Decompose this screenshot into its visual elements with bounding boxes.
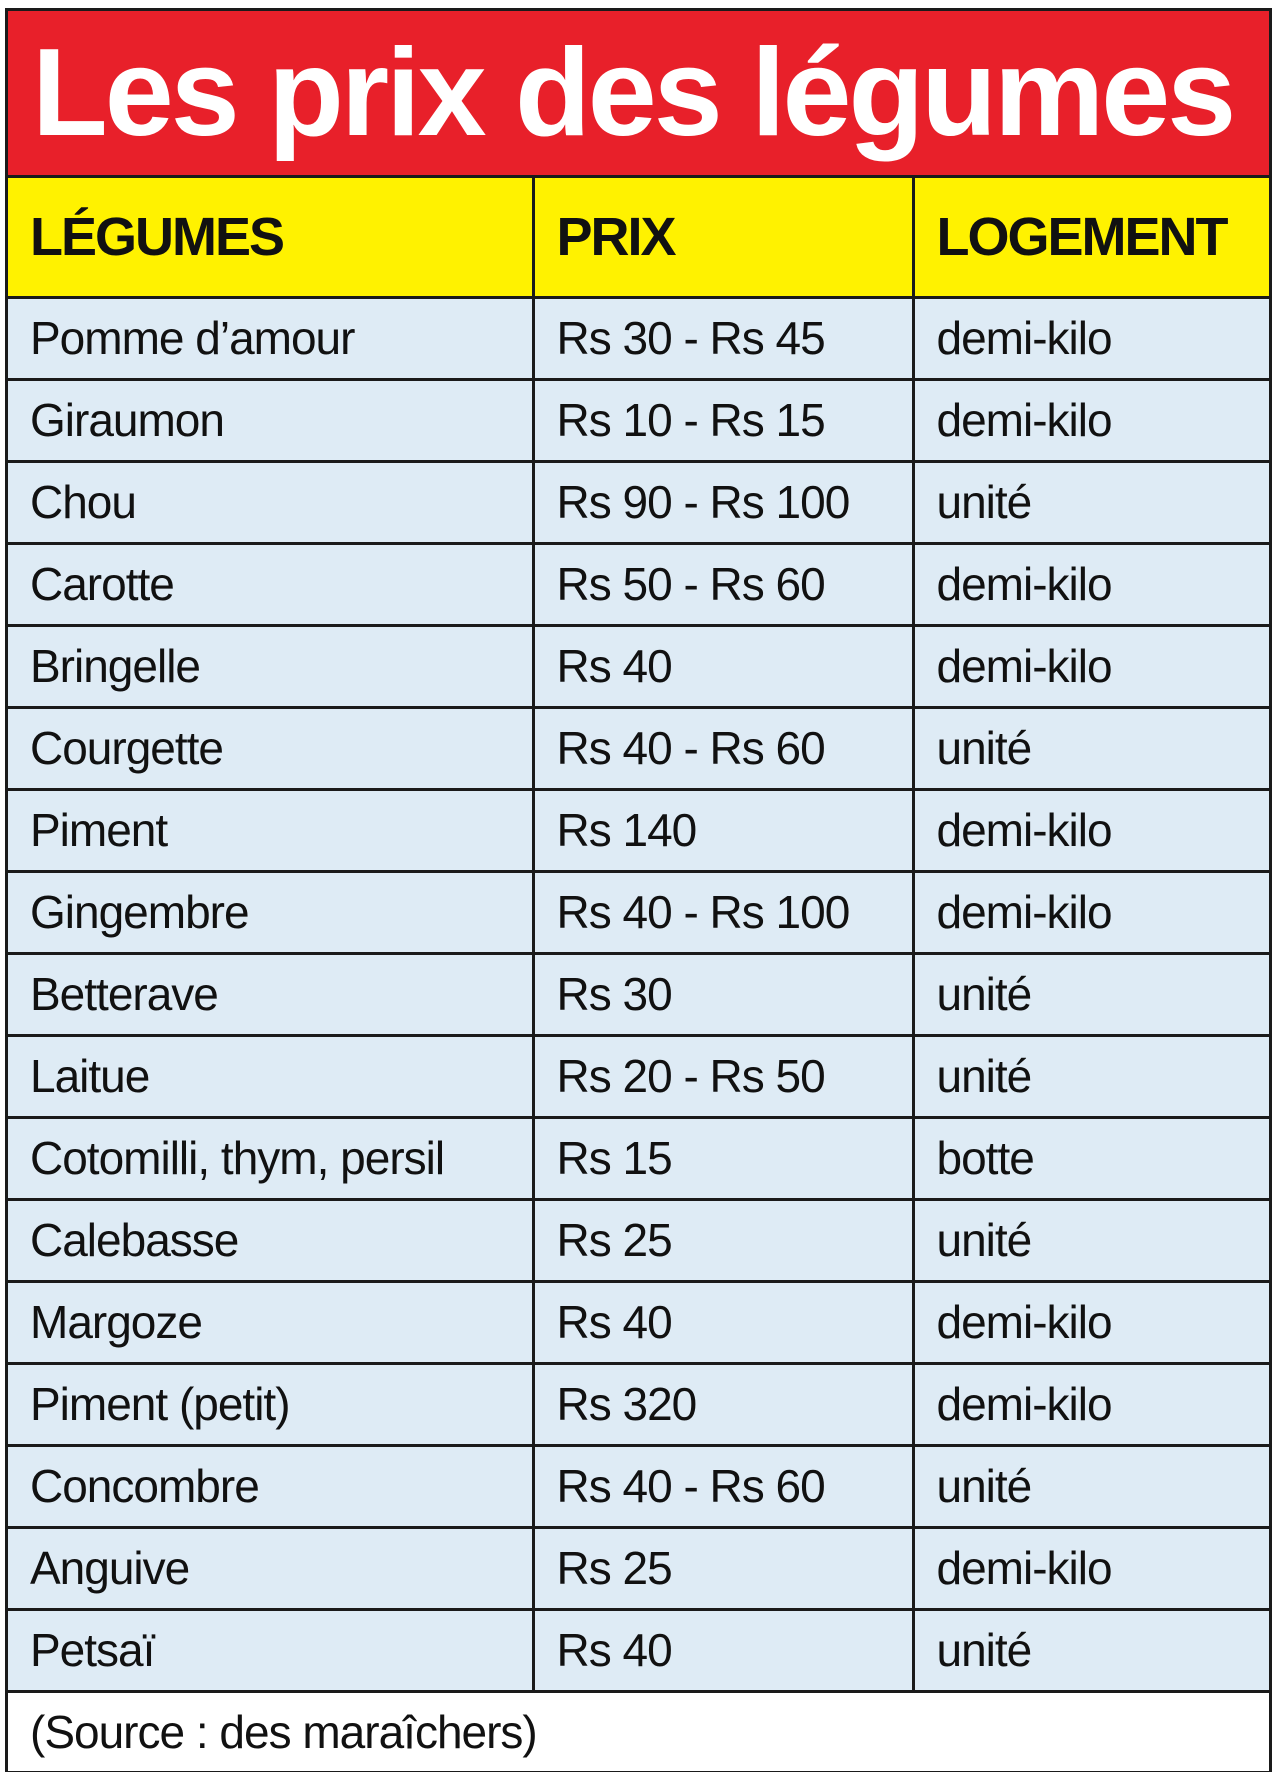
vegetable-cell: Calebasse (8, 1199, 533, 1281)
table-row (8, 1199, 1269, 1281)
table-row (8, 789, 1269, 871)
table-row (8, 1035, 1269, 1117)
price-table-infographic (5, 8, 1272, 1772)
vegetable-cell: Cotomilli, thym, persil (8, 1117, 533, 1199)
price-cell: Rs 320 (533, 1363, 913, 1445)
table-row (8, 1527, 1269, 1609)
vegetable-cell: Petsaï (8, 1609, 533, 1691)
column-header-legumes: LÉGUMES (8, 178, 533, 297)
unit-cell: demi-kilo (913, 871, 1269, 953)
title-bar (8, 11, 1269, 178)
source-row (8, 1691, 1269, 1771)
unit-cell: unité (913, 707, 1269, 789)
table-row (8, 625, 1269, 707)
source-note: (Source : des maraîchers) (8, 1691, 1269, 1771)
unit-cell: unité (913, 1199, 1269, 1281)
vegetable-cell: Margoze (8, 1281, 533, 1363)
table-body (8, 297, 1269, 1691)
vegetable-cell: Piment (8, 789, 533, 871)
price-cell: Rs 10 - Rs 15 (533, 379, 913, 461)
table-row (8, 461, 1269, 543)
table-row (8, 1445, 1269, 1527)
vegetable-cell: Chou (8, 461, 533, 543)
table-row (8, 953, 1269, 1035)
column-header-logement: LOGEMENT (913, 178, 1269, 297)
unit-cell: demi-kilo (913, 625, 1269, 707)
table-row (8, 543, 1269, 625)
vegetable-cell: Courgette (8, 707, 533, 789)
unit-cell: unité (913, 953, 1269, 1035)
table-row (8, 871, 1269, 953)
table-row (8, 1281, 1269, 1363)
price-cell: Rs 50 - Rs 60 (533, 543, 913, 625)
chart-title: Les prix des légumes (32, 24, 1234, 162)
price-cell: Rs 40 - Rs 60 (533, 1445, 913, 1527)
table-row (8, 1117, 1269, 1199)
price-cell: Rs 30 (533, 953, 913, 1035)
price-cell: Rs 40 (533, 625, 913, 707)
table-row (8, 1609, 1269, 1691)
unit-cell: unité (913, 1035, 1269, 1117)
table-row (8, 379, 1269, 461)
unit-cell: demi-kilo (913, 543, 1269, 625)
vegetable-cell: Anguive (8, 1527, 533, 1609)
vegetable-cell: Gingembre (8, 871, 533, 953)
table-row (8, 297, 1269, 379)
unit-cell: unité (913, 461, 1269, 543)
unit-cell: botte (913, 1117, 1269, 1199)
unit-cell: demi-kilo (913, 1281, 1269, 1363)
table-row (8, 1363, 1269, 1445)
vegetable-cell: Betterave (8, 953, 533, 1035)
price-cell: Rs 15 (533, 1117, 913, 1199)
column-header-prix: PRIX (533, 178, 913, 297)
unit-cell: unité (913, 1609, 1269, 1691)
unit-cell: demi-kilo (913, 1527, 1269, 1609)
price-cell: Rs 20 - Rs 50 (533, 1035, 913, 1117)
vegetable-cell: Giraumon (8, 379, 533, 461)
price-cell: Rs 90 - Rs 100 (533, 461, 913, 543)
table-header-row (8, 178, 1269, 297)
price-cell: Rs 140 (533, 789, 913, 871)
price-cell: Rs 40 - Rs 100 (533, 871, 913, 953)
price-cell: Rs 40 - Rs 60 (533, 707, 913, 789)
price-cell: Rs 40 (533, 1281, 913, 1363)
unit-cell: unité (913, 1445, 1269, 1527)
unit-cell: demi-kilo (913, 297, 1269, 379)
price-cell: Rs 30 - Rs 45 (533, 297, 913, 379)
vegetable-cell: Concombre (8, 1445, 533, 1527)
price-cell: Rs 25 (533, 1527, 913, 1609)
price-cell: Rs 40 (533, 1609, 913, 1691)
price-cell: Rs 25 (533, 1199, 913, 1281)
table-row (8, 707, 1269, 789)
vegetable-cell: Bringelle (8, 625, 533, 707)
unit-cell: demi-kilo (913, 1363, 1269, 1445)
vegetable-cell: Carotte (8, 543, 533, 625)
unit-cell: demi-kilo (913, 379, 1269, 461)
unit-cell: demi-kilo (913, 789, 1269, 871)
vegetable-cell: Piment (petit) (8, 1363, 533, 1445)
vegetable-cell: Laitue (8, 1035, 533, 1117)
price-table (8, 178, 1269, 1771)
vegetable-cell: Pomme d’amour (8, 297, 533, 379)
